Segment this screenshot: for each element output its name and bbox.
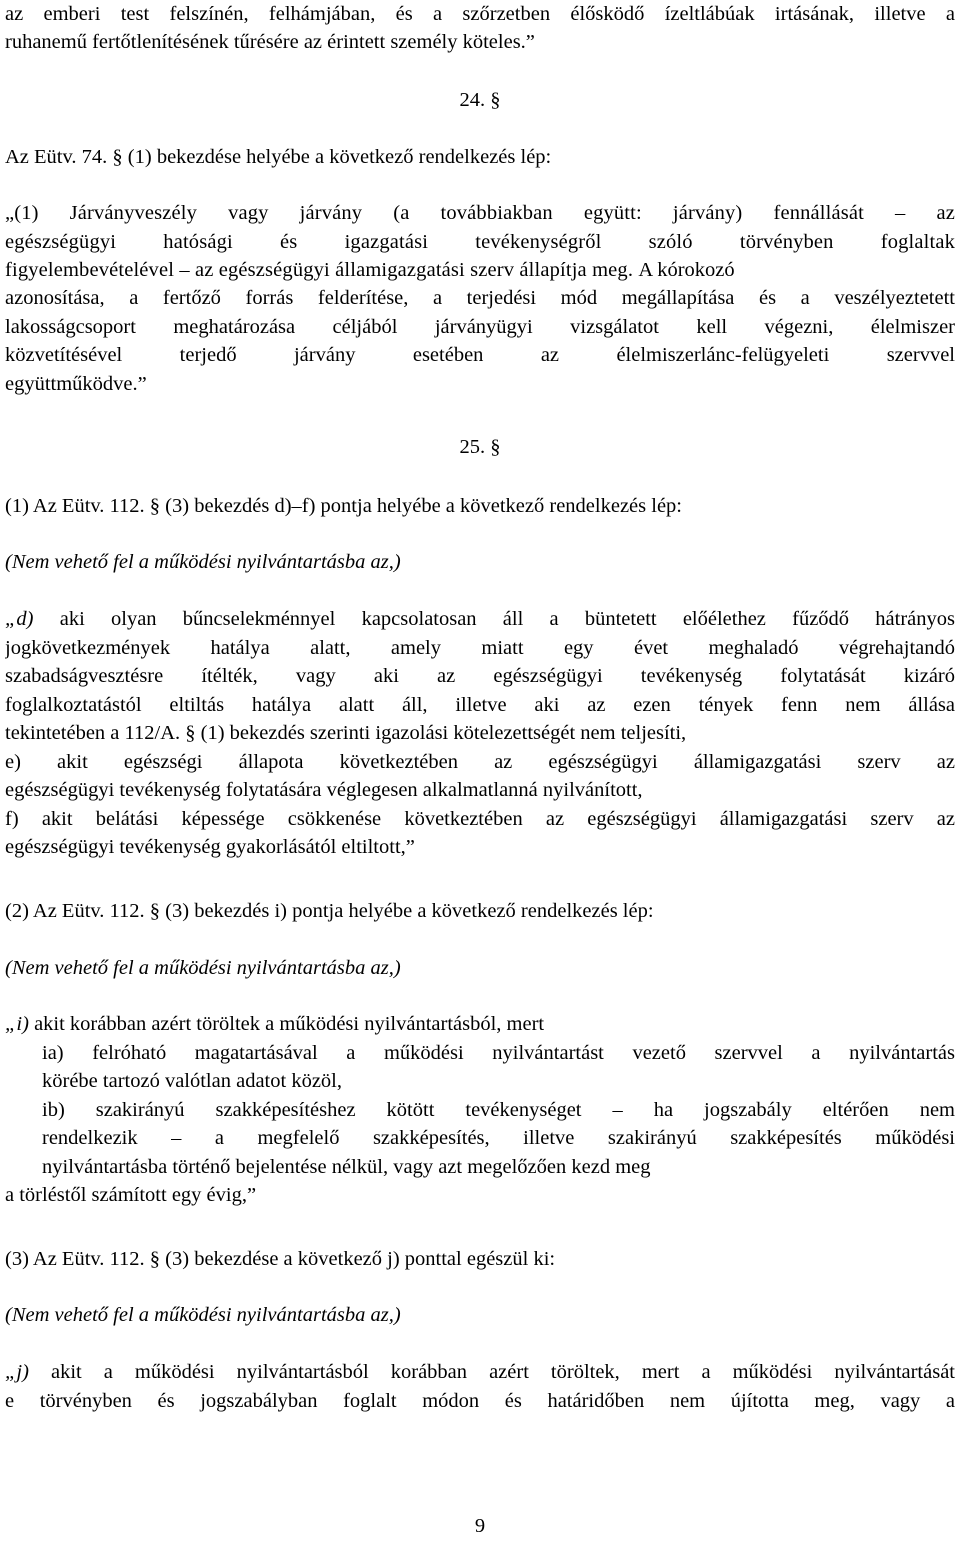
point-label: „j): [5, 1361, 29, 1383]
text-line: [5, 256, 955, 285]
text-line: egészségügyi hatósági és igazgatási tevékenységről szóló törvényben foglaltak: [5, 231, 955, 253]
text-line: egészségügyi tevékenység gyakorlásától eltiltott,”: [5, 836, 415, 858]
text-line: nyilvántartásba történő bejelentése nélkül, vagy azt megelőzően kezd meg: [42, 1156, 651, 1178]
text-line: egészségügyi tevékenység folytatására véglegesen alkalmatlanná nyilvánított,: [5, 779, 643, 801]
text-span: akit a működési nyilvántartásból korábban azért töröltek, mert a működési nyilvántartását: [50, 1361, 955, 1383]
text-line: ib) szakirányú szakképesítéshez kötött tevékenységet – ha jogszabály eltérően nem: [42, 1099, 955, 1121]
italic-intro-line: (Nem vehető fel a működési nyilvántartásba az,): [5, 1304, 401, 1326]
text-line: szabadságvesztésre ítélték, vagy aki az egészségügyi tevékenység folytatását kizáró: [5, 665, 955, 687]
text-line: ia) felróható magatartásával a működési nyilvántartást vezető szervvel a nyilvántartás: [42, 1042, 955, 1064]
text-line: [5, 1010, 955, 1039]
section-heading-25: 25. §: [459, 436, 501, 458]
italic-intro-line: (Nem vehető fel a működési nyilvántartásba az,): [5, 957, 401, 979]
text-line: Az Eütv. 74. § (1) bekezdése helyébe a következő rendelkezés lép:: [5, 146, 552, 168]
text-line: azonosítása, a fertőző forrás felderítése, a terjedési mód megállapítása és a veszélyeztetett: [5, 287, 955, 309]
section-heading-24: 24. §: [459, 89, 501, 111]
text-line: közvetítésével terjedő járvány esetében az élelmiszerlánc-felügyeleti szervvel: [5, 344, 955, 366]
text-line: együttműködve.”: [5, 373, 147, 395]
text-line: a törléstől számított egy évig,”: [5, 1184, 257, 1206]
text-line: [5, 1358, 955, 1387]
text-span: akit korábban azért töröltek a működési nyilvántartásból, mert: [34, 1013, 545, 1035]
text-line: (3) Az Eütv. 112. § (3) bekezdése a következő j) ponttal egészül ki:: [5, 1248, 556, 1270]
text-line: foglalkoztatástól eltiltás hatálya alatt áll, illetve aki az ezen tények fenn nem állása: [5, 694, 955, 716]
text-line: lakosságcsoport meghatározása céljából járványügyi vizsgálatot kell végezni, élelmiszer: [5, 316, 955, 338]
text-span: A kórokozó: [638, 259, 735, 281]
text-line: (1) Az Eütv. 112. § (3) bekezdés d)–f) pontja helyébe a következő rendelkezés lép:: [5, 495, 682, 517]
text-line: f) akit belátási képessége csökkenése következtében az egészségügyi államigazgatási szerv az: [5, 808, 955, 830]
text-span: aki olyan bűncselekménnyel kapcsolatosan áll a büntetett előélethez fűződő hátrányos: [59, 608, 955, 630]
point-label: „d): [5, 608, 34, 630]
text-line: körébe tartozó valótlan adatot közöl,: [42, 1070, 342, 1092]
point-label: „i): [5, 1013, 29, 1035]
italic-intro-line: (Nem vehető fel a működési nyilvántartásba az,): [5, 551, 401, 573]
page-number: 9: [474, 1515, 486, 1537]
text-line: jogkövetkezmények hatálya alatt, amely miatt egy évet meghaladó végrehajtandó: [5, 637, 955, 659]
text-line: e törvényben és jogszabályban foglalt módon és határidőben nem újította meg, vagy a: [5, 1390, 955, 1412]
text-line: ruhanemű fertőtlenítésének tűrésére az érintett személy köteles.”: [5, 31, 535, 53]
text-line: rendelkezik – a megfelelő szakképesítés, illetve szakirányú szakképesítés működési: [42, 1127, 955, 1149]
text-line: az emberi test felszínén, felhámjában, és a szőrzetben élősködő ízeltlábúak irtásának, illetve a: [5, 3, 955, 25]
text-line: [5, 605, 955, 634]
text-line: e) akit egészségi állapota következtében az egészségügyi államigazgatási szerv az: [5, 751, 955, 773]
text-line: tekintetében a 112/A. § (1) bekezdés szerinti igazolási kötelezettségét nem teljesíti,: [5, 722, 687, 744]
text-line: „(1) Járványveszély vagy járvány (a továbbiakban együtt: járvány) fennállását – az: [5, 202, 955, 224]
text-line: (2) Az Eütv. 112. § (3) bekezdés i) pontja helyébe a következő rendelkezés lép:: [5, 900, 654, 922]
text-span: figyelembevételével – az egészségügyi államigazgatási szerv állapítja meg.: [5, 259, 634, 281]
